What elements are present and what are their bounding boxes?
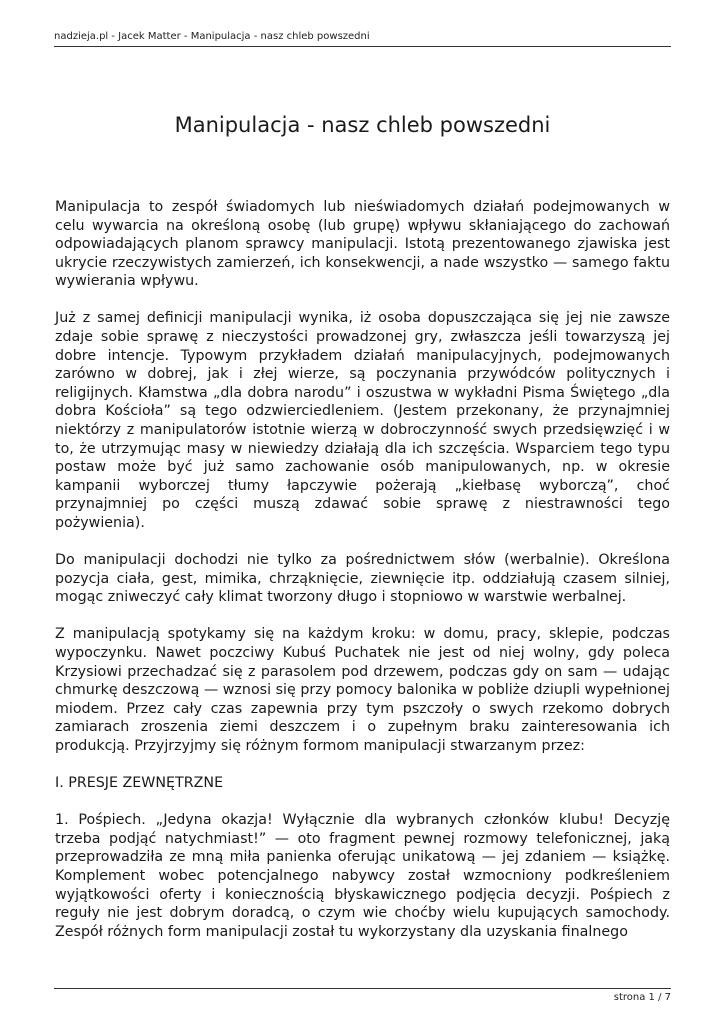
paragraph-everyday: Z manipulacją spotykamy się na każdym kroku: w domu, pracy, sklepie, podczas wypoczynku. Nawet poczciwy Kubuś Puchatek nie jest od niej wolny, gdy poleca Krzysiowi przechadzać się z parasolem pod drzewem, podczas gdy on sam — udając chmurkę deszczową — wznosi się przy pomocy balonika w pobliże dziupli wypełnionej miodem. Przez cały czas zapewnia przy tym pszczoły o swych rzekomo dobrych zamiarach zroszenia ziemi deszczem i o zupełnym braku zainteresowania ich produkcją. Przyjrzyjmy się różnym formom manipulacji stwarzanym przez: (55, 626, 670, 754)
page-number: strona 1 / 7 (613, 992, 671, 1003)
paragraph-definition: Manipulacja to zespół świadomych lub nieświadomych działań podejmowanych w celu wywarcia na określoną osobę (lub grupę) wpływu skłaniającego do zachowań odpowiadających planom sprawcy manipulacji. Istotą prezentowanego zjawiska jest ukrycie rzeczywistych zamierzeń, ich konsekwencji, a nade wszystko — samego faktu wywierania wpływu. (55, 199, 670, 290)
header-divider (54, 46, 671, 47)
page-title: Manipulacja - nasz chleb powszedni (174, 113, 551, 137)
paragraph-nonverbal: Do manipulacji dochodzi nie tylko za pośrednictwem słów (werbalnie). Określona pozycja ciała, gest, mimika, chrząknięcie, ziewnięcie itp. oddziałują czasem silniej, mogąc zniweczyć cały klimat tworzony długo i stopniowo w warstwie werbalnej. (55, 552, 670, 606)
section-heading: I. PRESJE ZEWNĘTRZNE (55, 775, 224, 792)
article-body (55, 198, 670, 960)
paragraph-intentions: Już z samej definicji manipulacji wynika, iż osoba dopuszczająca się jej nie zawsze zdaje sobie sprawę z nieczystości prowadzonej gry, zwłaszcza jeśli towarzyszą jej dobre intencje. Typowym przykładem działań manipulacyjnych, podejmowanych zarówno w dobrej, jak i złej wierze, są poczynania przywódców politycznych i religijnych. Kłamstwa „dla dobra narodu” i oszustwa w wykładni Pisma Świętego „dla dobra Kościoła” są tego odzwierciedleniem. (Jestem przekonany, że przynajmniej niektórzy z manipulatorów istotnie wierzą w dobroczynność swych przedsięwzięć i w to, że utrzymując masy w niewiedzy działają dla ich szczęścia. Wsparciem tego typu postaw może być już samo zachowanie osób manipulowanych, np. w okresie kampanii wyborczej tłumy łapczywie pożerają „kiełbasę wyborczą”, choć przynajmniej po części muszą zdawać sobie sprawę z niestrawności tego pożywienia). (55, 310, 670, 531)
footer-divider (54, 988, 671, 989)
paragraph-haste: 1. Pośpiech. „Jedyna okazja! Wyłącznie dla wybranych członków klubu! Decyzję trzeba podjąć natychmiast!” — oto fragment pewnej rozmowy telefonicznej, jaką przeprowadziła ze mną miła panienka oferując unikatową — jej zdaniem — książkę. Komplement wobec potencjalnego nabywcy został wzmocniony podkreśleniem wyjątkowości oferty i koniecznością błyskawicznego podjęcia decyzji. Pośpiech z reguły nie jest dobrym doradcą, o czym wie choćby wielu kupujących samochody. Zespół różnych form manipulacji został tu wykorzystany dla uzyskania finalnego (55, 812, 670, 940)
running-header: nadzieja.pl - Jacek Matter - Manipulacja - nasz chleb powszedni (54, 31, 370, 42)
